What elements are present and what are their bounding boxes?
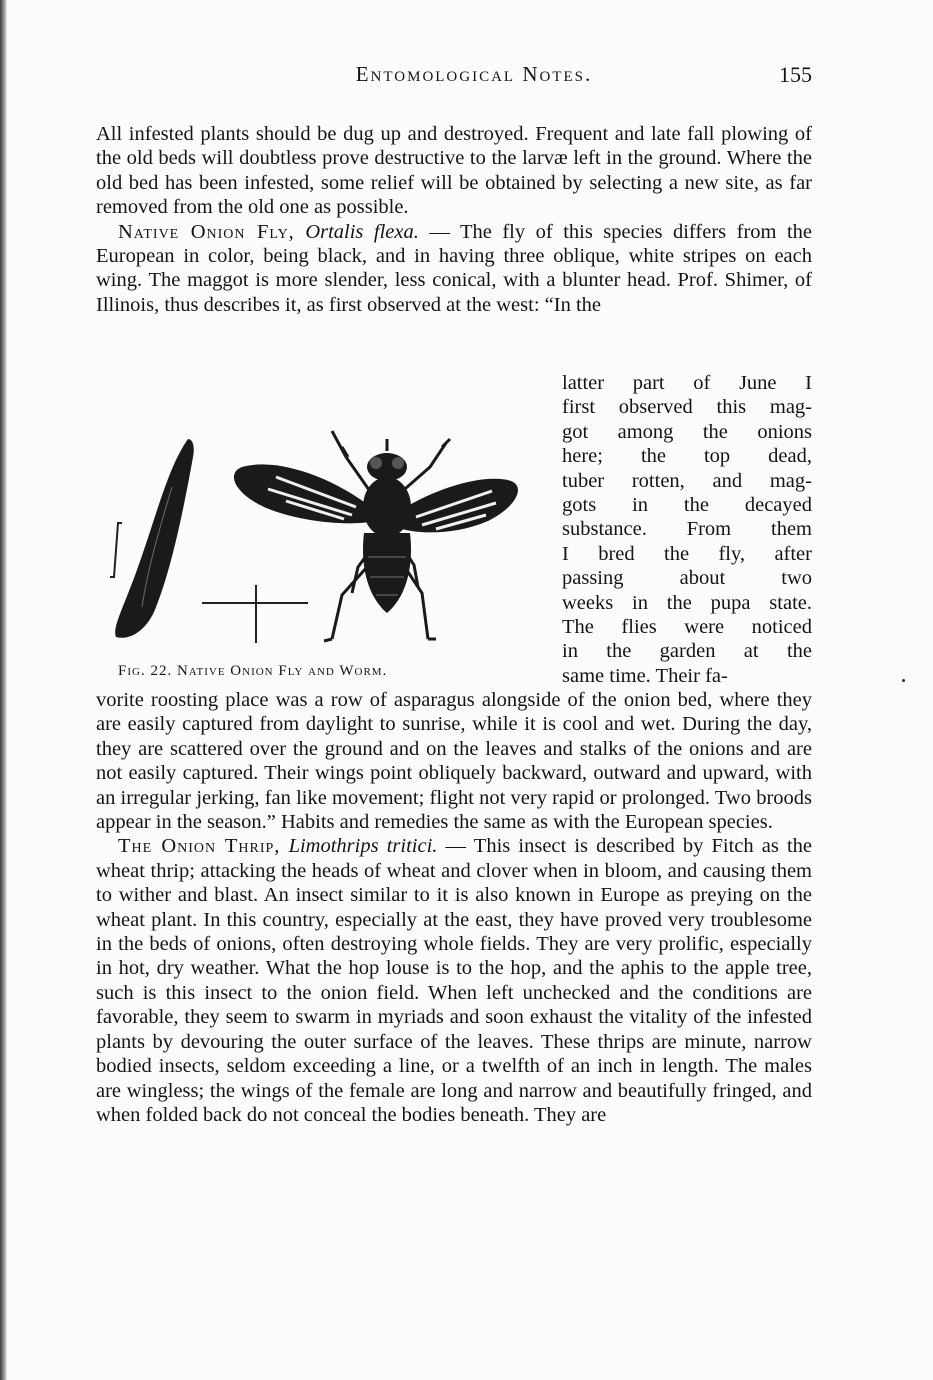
text-block-top xyxy=(96,122,812,317)
narrow-text-line: substance. From them xyxy=(562,518,812,541)
narrow-text-line: I bred the fly, after xyxy=(562,542,812,565)
figure-caption: Fig. 22. Native Onion Fly and Worm. xyxy=(118,663,388,679)
margin-speck xyxy=(902,679,905,682)
narrow-text-line: passing about two xyxy=(562,567,812,590)
running-title: Entomological Notes. xyxy=(355,62,593,86)
section-heading-native-onion-fly: Native Onion Fly, xyxy=(118,220,295,243)
paragraph-onion-thrip xyxy=(96,834,812,1127)
maggot-illustration xyxy=(115,439,194,638)
paragraph-native-onion-fly-continued: vorite roosting place was a row of asparagus alongside of the onion bed, where they are easily captured from daylight to sunrise, while it is cool and wet. During the day, they are scattered over the ground and on the leaves and stalks of the onions and are not easily captured. Their wings point obliquely backward, outward and upward, with an irregular jerking, fan like movement; flight not very rapid or prolonged. Two broods appear in the season.” Habits and remedies the same as with the European species. xyxy=(96,689,812,834)
paragraph-remedies: All infested plants should be dug up and destroyed. Frequent and late fall plowing of the old beds will doubtless prove destructive to the larvæ left in the ground. Where the old bed has been infested, some relief will be obtained by selecting a new site, as far removed from the old one as possible. xyxy=(96,123,812,219)
narrow-text-line: first observed this mag- xyxy=(562,396,812,419)
narrow-text-line: gots in the decayed xyxy=(562,493,812,516)
narrow-text-line: here; the top dead, xyxy=(562,445,812,468)
narrow-text-line: same time. Their fa- xyxy=(562,664,728,687)
paragraph-native-onion-fly xyxy=(96,220,812,318)
narrow-text-line: in the garden at the xyxy=(562,640,812,663)
text-block-bottom xyxy=(96,688,812,1127)
text-beside-figure xyxy=(562,371,812,688)
paragraph-onion-thrip-text: — This insect is described by Fitch as the wheat thrip; attacking the heads of wheat and clover when in bloom, and causing them to wither and blast. An insect similar to it is also known in Europe as preying on the wheat plant. In this country, especially at the east, they have proved very troublesome in the beds of onions, often destroying whole fields. They are very prolific, especially in hot, dry weather. What the hop louse is to the hop, and the aphis to the apple tree, such is this insect to the onion field. When left unchecked and the conditions are favorable, they seem to swarm in myriads and soon exhaust the vitality of the infested plants by devouring the outer surface of the leaves. These thrips are minute, narrow bodied insects, seldom exceeding a line, or a twelfth of an inch in length. The males are wingless; the wings of the female are long and narrow and beautifully fringed, and when folded back do not conceal the bodies beneath. They are xyxy=(96,835,813,1126)
paragraph-native-onion-fly-text: — The fly of this species differs from the European in color, being black, and in having three oblique, white stripes on each wing. The maggot is more slender, less conical, with a blunter head. Prof. Shimer, of Illinois, thus describes it, as first observed at the west: “In the xyxy=(96,220,813,316)
figure-onion-fly-and-worm xyxy=(96,417,546,687)
species-name-limothrips: Limothrips tritici. xyxy=(288,835,438,858)
narrow-text-line: got among the onions xyxy=(562,420,812,443)
running-header xyxy=(96,62,812,92)
narrow-text-line: latter part of June I xyxy=(562,372,812,394)
narrow-text-line: weeks in the pupa state. xyxy=(562,591,812,614)
fly-and-worm-illustration xyxy=(96,417,546,667)
narrow-text-line: The flies were noticed xyxy=(562,615,812,638)
section-heading-onion-thrip: The Onion Thrip, xyxy=(118,835,281,858)
page-number: 155 xyxy=(779,62,812,87)
species-name-ortalis: Ortalis flexa. xyxy=(305,220,419,243)
narrow-text-line: tuber rotten, and mag- xyxy=(562,469,812,492)
maggot-size-marker xyxy=(110,523,122,577)
fly-illustration xyxy=(234,431,518,641)
page-edge xyxy=(0,0,7,1380)
